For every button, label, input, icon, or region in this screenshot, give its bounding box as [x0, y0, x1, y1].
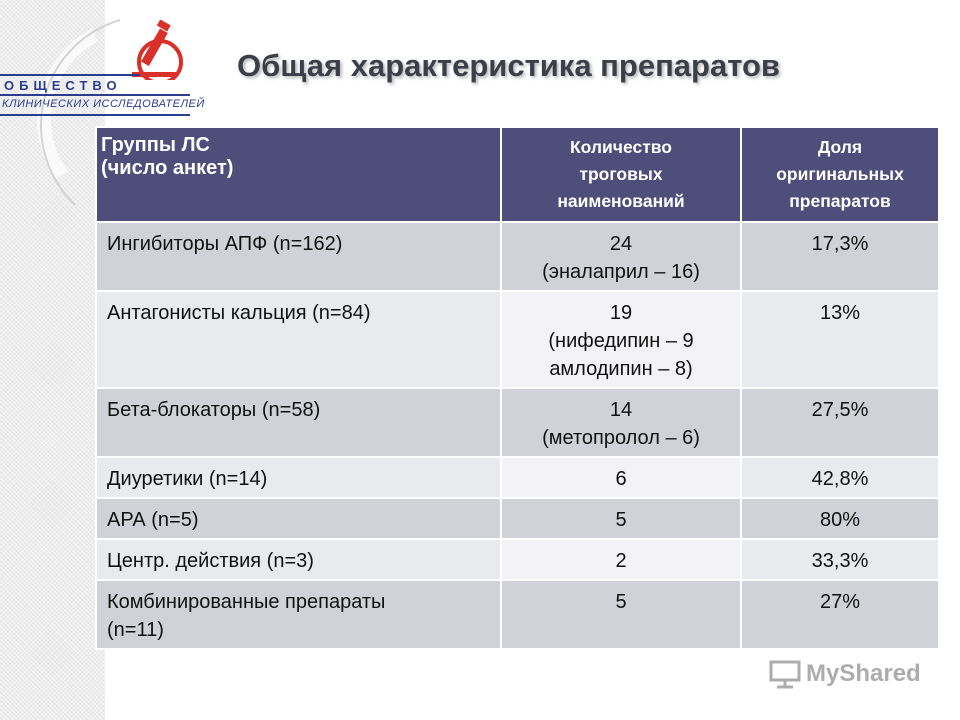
cell-drug-group-line: Центр. действия (n=3) — [107, 550, 314, 572]
cell-trade-names-count — [501, 580, 741, 649]
cell-drug-group-line: АРА (n=5) — [107, 509, 199, 531]
logo-rule-bottom — [0, 114, 190, 116]
logo-line-1: ОБЩЕСТВО — [4, 78, 122, 93]
cell-drug-group-line: Антагонисты кальция (n=84) — [107, 302, 371, 324]
table-header-row — [96, 127, 939, 222]
cell-drug-group — [96, 291, 501, 388]
cell-original-share: 13% — [741, 291, 939, 388]
table-row — [96, 457, 939, 498]
cell-drug-group-line: Ингибиторы АПФ (n=162) — [107, 233, 343, 255]
header-count-line-1: Количество — [570, 137, 672, 157]
table-row — [96, 291, 939, 388]
table-row — [96, 498, 939, 539]
cell-count-line: (нифедипин – 9 — [548, 330, 694, 352]
cell-trade-names-count — [501, 498, 741, 539]
cell-drug-group — [96, 539, 501, 580]
table-row — [96, 388, 939, 457]
header-count-line-3: наименований — [557, 191, 685, 211]
cell-count-line: 24 — [609, 233, 633, 255]
header-share-line-1: Доля — [817, 137, 863, 157]
drug-characteristics-table — [95, 126, 940, 650]
cell-count-line: 5 — [615, 509, 627, 531]
cell-original-share: 27,5% — [741, 388, 939, 457]
header-share-line-2: оригинальных — [776, 164, 904, 184]
cell-trade-names-count — [501, 291, 741, 388]
cell-original-share: 33,3% — [741, 539, 939, 580]
cell-drug-group-line: Бета-блокаторы (n=58) — [107, 399, 321, 421]
cell-original-share: 80% — [741, 498, 939, 539]
cell-count-line: (метопролол – 6) — [542, 427, 700, 449]
header-share-line-3: препаратов — [789, 191, 891, 211]
society-logo — [0, 20, 205, 130]
table-row — [96, 580, 939, 649]
table-row — [96, 539, 939, 580]
presentation-icon — [768, 659, 802, 689]
cell-count-line: (эналаприл – 16) — [542, 261, 700, 283]
header-trade-names-count — [501, 127, 741, 222]
header-drug-groups — [96, 127, 501, 222]
header-group-line-1: Группы ЛС — [101, 134, 210, 156]
cell-trade-names-count — [501, 388, 741, 457]
slide-title: Общая характеристика препаратов — [237, 48, 780, 83]
cell-original-share: 27% — [741, 580, 939, 649]
cell-drug-group — [96, 388, 501, 457]
cell-drug-group-line: (n=11) — [107, 619, 164, 641]
logo-rule-top — [0, 74, 140, 76]
cell-drug-group — [96, 457, 501, 498]
cell-count-line: 14 — [609, 399, 633, 421]
logo-line-2: КЛИНИЧЕСКИХ ИССЛЕДОВАТЕЛЕЙ — [2, 98, 205, 110]
cell-trade-names-count — [501, 222, 741, 291]
logo-rule-middle — [0, 94, 190, 96]
cell-count-line: 5 — [615, 591, 627, 613]
cell-drug-group-line: Комбинированные препараты — [107, 591, 386, 613]
watermark-text: MyShared — [806, 660, 921, 687]
table-body — [96, 222, 939, 649]
header-count-line-2: троговых — [579, 164, 663, 184]
cell-count-line: 2 — [615, 550, 627, 572]
cell-drug-group — [96, 498, 501, 539]
cell-original-share: 17,3% — [741, 222, 939, 291]
microscope-icon — [0, 20, 200, 80]
cell-trade-names-count — [501, 539, 741, 580]
cell-drug-group — [96, 222, 501, 291]
cell-count-line: 19 — [609, 302, 633, 324]
cell-trade-names-count — [501, 457, 741, 498]
cell-drug-group-line: Диуретики (n=14) — [107, 468, 268, 490]
table-row — [96, 222, 939, 291]
watermark — [768, 656, 921, 692]
cell-drug-group — [96, 580, 501, 649]
cell-original-share: 42,8% — [741, 457, 939, 498]
header-original-share — [741, 127, 939, 222]
cell-count-line: амлодипин – 8) — [549, 358, 693, 380]
cell-count-line: 6 — [615, 468, 627, 490]
header-group-line-2: (число анкет) — [101, 157, 234, 179]
